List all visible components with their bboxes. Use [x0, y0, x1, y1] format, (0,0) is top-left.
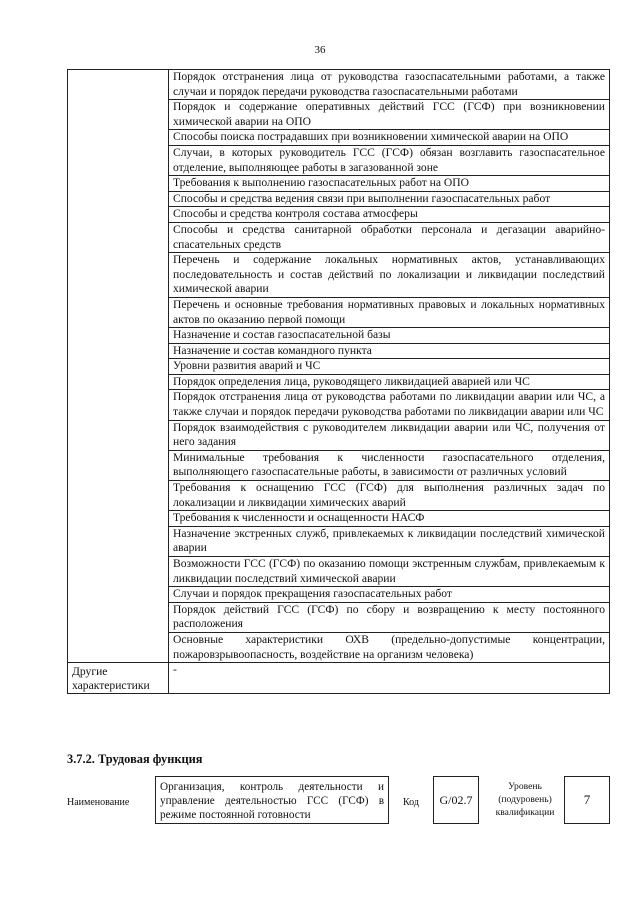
requirement-text: Порядок взаимодействия с руководителем ликвидации аварии или ЧС, получения от него задания — [169, 420, 610, 450]
requirement-text: Перечень и основные требования нормативных правовых и локальных нормативных актов по оказанию первой помощи — [169, 297, 610, 327]
section-title: 3.7.2. Трудовая функция — [67, 752, 203, 766]
requirement-text: Случаи, в которых руководитель ГСС (ГСФ) обязан возглавить газоспасательное отделение, выполняющее работы в загазованной зоне — [169, 145, 610, 175]
requirement-text: Требования к выполнению газоспасательных работ на ОПО — [169, 176, 610, 192]
qualification-level-value-box: 7 — [564, 776, 610, 824]
qualification-level-label: Уровень (подуровень) квалификации — [495, 781, 555, 818]
page-number: 36 — [314, 44, 326, 56]
requirement-text: Случаи и порядок прекращения газоспасательных работ — [169, 587, 610, 603]
other-characteristics-label: Другие характеристики — [68, 663, 169, 694]
requirement-text: Требования к оснащению ГСС (ГСФ) для выполнения различных задач по локализации и ликвидации химических аварий — [169, 481, 610, 511]
requirement-text: Назначение и состав командного пункта — [169, 343, 610, 359]
requirement-text: Способы и средства санитарной обработки персонала и дегазации аварийно-спасательных средств — [169, 222, 610, 252]
requirement-text: Порядок отстранения лица от руководства газоспасательными работами, а также случаи и порядок передачи руководства газоспасательными работами — [169, 70, 610, 100]
code-label: Код — [403, 797, 419, 808]
requirement-text: Порядок отстранения лица от руководства работами по ликвидации аварии или ЧС, а также случаи и порядок передачи руководства работами по ликвидации аварии или ЧС — [169, 390, 610, 420]
other-characteristics-value: - — [169, 663, 610, 694]
other-characteristics-row — [68, 663, 610, 694]
requirement-text: Перечень и содержание локальных нормативных актов, устанавливающих последовательность и состав действий по локализации и ликвидации последствий химической аварии — [169, 253, 610, 298]
requirement-text: Минимальные требования к численности газоспасательного отделения, выполняющего газоспасательные работы, в зависимости от различных условий — [169, 450, 610, 480]
requirement-text: Основные характеристики ОХВ (предельно-допустимые концентрации, пожаровзрывоопасность, воздействие на организм человека) — [169, 632, 610, 662]
requirement-text: Способы и средства ведения связи при выполнении газоспасательных работ — [169, 191, 610, 207]
requirements-table-body — [68, 70, 610, 663]
name-value-box: Организация, контроль деятельности и управление деятельностью ГСС (ГСФ) в режиме постоянной готовности — [155, 776, 389, 824]
requirement-row — [68, 70, 610, 100]
requirement-text: Способы поиска пострадавших при возникновении химической аварии на ОПО — [169, 130, 610, 146]
requirement-text: Возможности ГСС (ГСФ) по оказанию помощи экстренным службам, привлекаемым к ликвидации последствий химической аварии — [169, 557, 610, 587]
requirements-table — [67, 69, 610, 694]
labor-function-row — [67, 776, 610, 826]
requirement-text: Требования к численности и оснащенности НАСФ — [169, 511, 610, 527]
requirement-text: Назначение экстренных служб, привлекаемых к ликвидации последствий химической аварии — [169, 526, 610, 556]
requirement-text: Порядок и содержание оперативных действий ГСС (ГСФ) при возникновении химической аварии на ОПО — [169, 100, 610, 130]
requirement-text: Уровни развития аварий и ЧС — [169, 359, 610, 375]
requirement-text: Назначение и состав газоспасательной базы — [169, 328, 610, 344]
requirement-text: Способы и средства контроля состава атмосферы — [169, 207, 610, 223]
name-label: Наименование — [67, 797, 130, 808]
requirements-label-cell — [68, 70, 169, 663]
requirement-text: Порядок определения лица, руководящего ликвидацией аварией или ЧС — [169, 374, 610, 390]
code-value-box: G/02.7 — [433, 776, 479, 824]
requirement-text: Порядок действий ГСС (ГСФ) по сбору и возвращению к месту постоянного расположения — [169, 602, 610, 632]
